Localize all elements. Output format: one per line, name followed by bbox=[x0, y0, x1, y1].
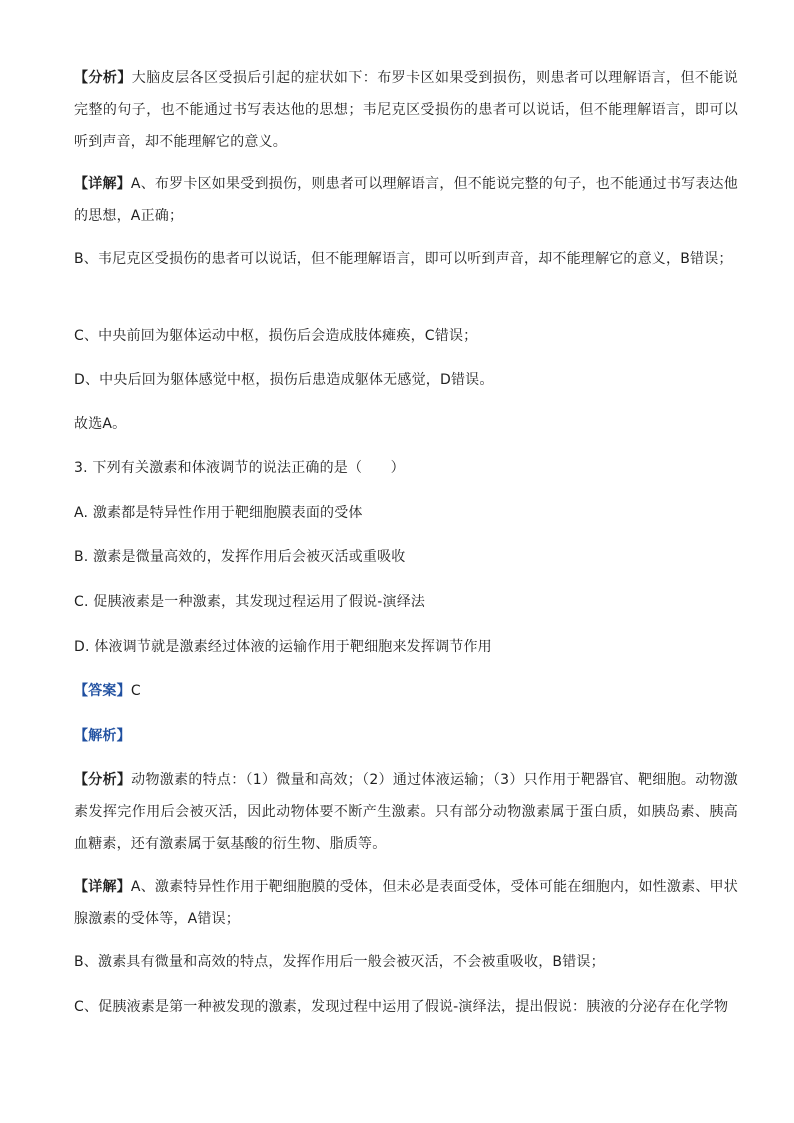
detail-paragraph-a bbox=[74, 168, 738, 232]
analysis-paragraph-1 bbox=[74, 62, 738, 158]
answer-line bbox=[74, 675, 738, 707]
detail-paragraph-c: C、中央前回为躯体运动中枢，损伤后会造成肢体瘫痪，C错误； bbox=[74, 328, 478, 344]
detail2-option-a: A、激素特异性作用于靶细胞膜的受体，但未必是表面受体，受体可能在细胞内，如性激素、甲状腺激素的受体等，A错误； bbox=[74, 879, 738, 927]
analysis-tag-2: 【分析】 bbox=[74, 772, 132, 788]
analysis-text: 大脑皮层各区受损后引起的症状如下：布罗卡区如果受到损伤，则患者可以理解语言，但不能说完整的句子，也不能通过书写表达他的思想；韦尼克区受损伤的患者可以说话，但不能理解语言，即可以听到声音，却不能理解它的意义。 bbox=[74, 70, 738, 150]
answer-tag: 【答案】 bbox=[74, 683, 131, 699]
option-c: C. 促胰液素是一种激素，其发现过程运用了假说-演绎法 bbox=[74, 594, 426, 610]
analysis-text-2: 动物激素的特点：（1）微量和高效；（2）通过体液运输；（3）只作用于靶器官、靶细胞。动物激素发挥完作用后会被灭活，因此动物体要不断产生激素。只有部分动物激素属于蛋白质，如胰岛素、胰高血糖素，还有激素属于氨基酸的衍生物、脂质等。 bbox=[74, 772, 738, 852]
option-a: A. 激素都是特异性作用于靶细胞膜表面的受体 bbox=[74, 505, 363, 521]
detail-option-a: A、布罗卡区如果受到损伤，则患者可以理解语言，但不能说完整的句子，也不能通过书写表达他的思想，A正确； bbox=[74, 176, 738, 224]
detail-paragraph-d: D、中央后回为躯体感觉中枢，损伤后患造成躯体无感觉，D错误。 bbox=[74, 372, 494, 388]
detail-tag-2: 【详解】 bbox=[74, 879, 131, 895]
detail2-paragraph-b: B、激素具有微量和高效的特点，发挥作用后一般会被灭活，不会被重吸收，B错误； bbox=[74, 954, 605, 970]
detail-tag: 【详解】 bbox=[74, 176, 131, 192]
option-d: D. 体液调节就是激素经过体液的运输作用于靶细胞来发挥调节作用 bbox=[74, 639, 492, 655]
question-stem: 3. 下列有关激素和体液调节的说法正确的是（ ） bbox=[74, 460, 405, 476]
analysis-paragraph-2 bbox=[74, 764, 738, 860]
parse-heading bbox=[74, 720, 738, 752]
detail2-paragraph-c: C、促胰液素是第一种被发现的激素，发现过程中运用了假说-演绎法，提出假说：胰液的分泌存在化学物 bbox=[74, 999, 729, 1015]
answer-value: C bbox=[130, 683, 141, 699]
detail2-paragraph-a bbox=[74, 871, 738, 935]
detail-paragraph-b: B、韦尼克区受损伤的患者可以说话，但不能理解语言，即可以听到声音，却不能理解它的意义，B错误； bbox=[74, 251, 733, 267]
conclusion-text: 故选A。 bbox=[74, 416, 127, 432]
analysis-tag: 【分析】 bbox=[74, 70, 132, 86]
parse-tag: 【解析】 bbox=[74, 728, 131, 744]
option-b: B. 激素是微量高效的，发挥作用后会被灭活或重吸收 bbox=[74, 549, 406, 565]
